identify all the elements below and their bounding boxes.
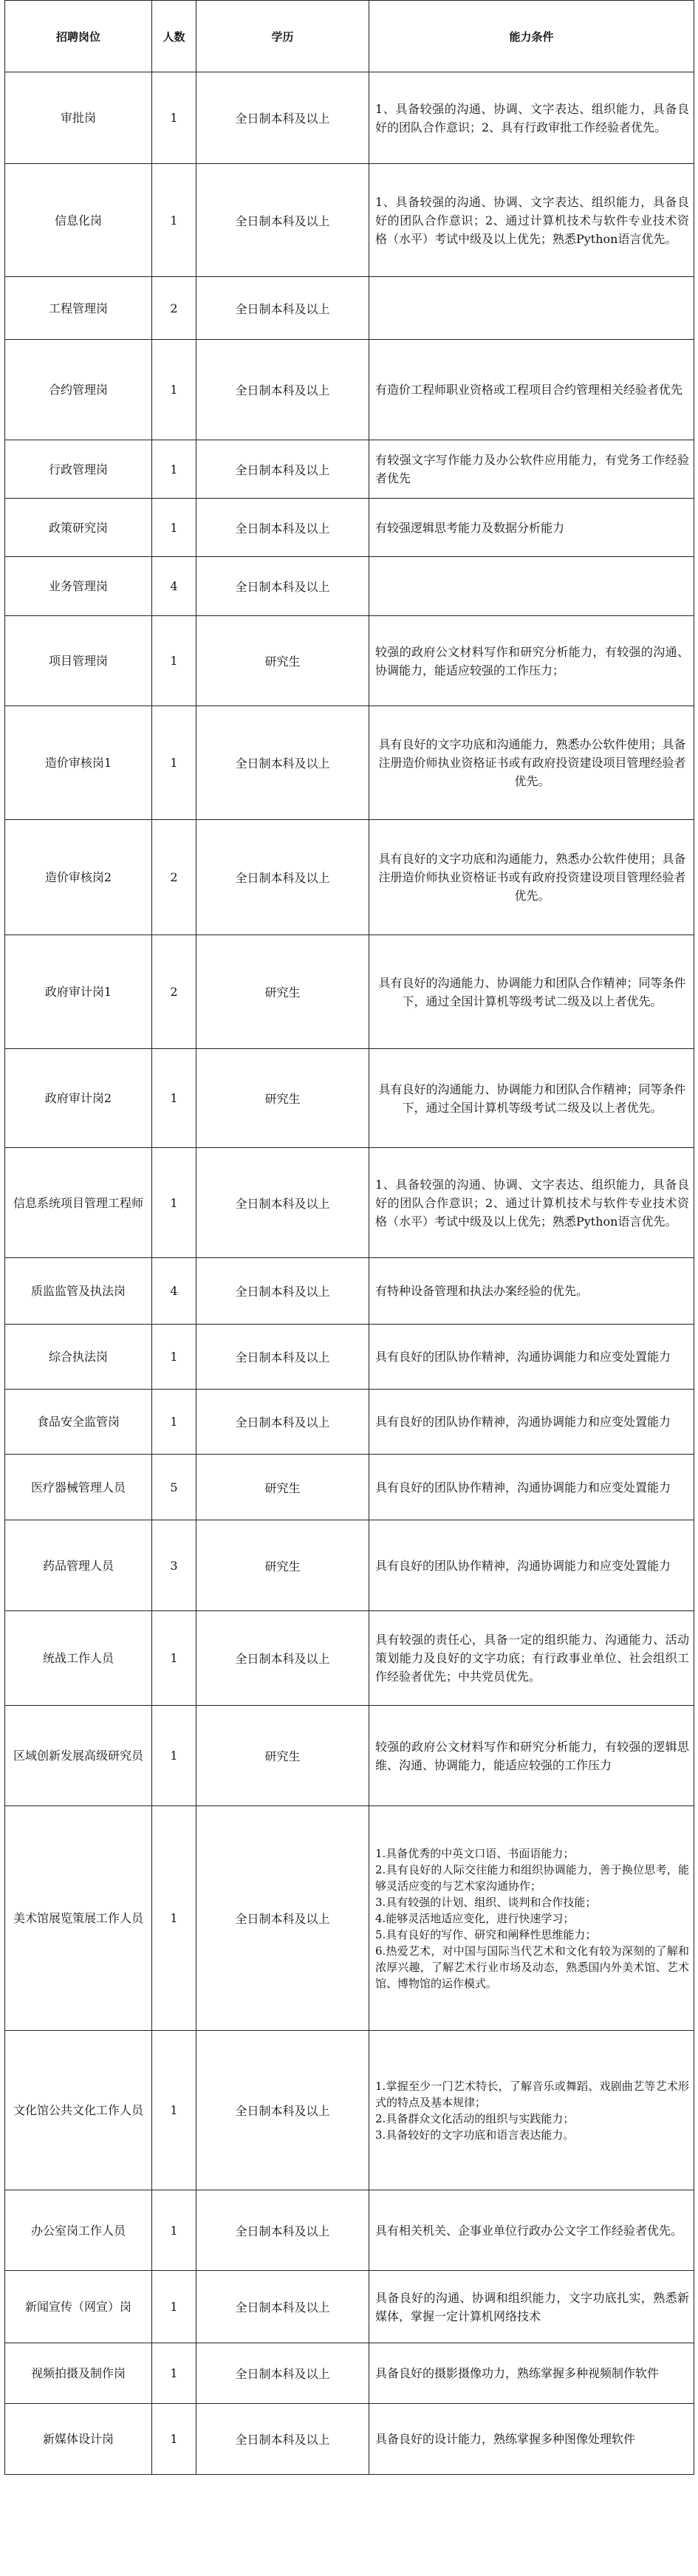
- table-row: [5, 1520, 694, 1611]
- table-row: [5, 1806, 694, 2031]
- cell-education: 全日制本科及以上: [196, 499, 369, 557]
- cell-requirements: 1.具备优秀的中英文口语、书面语能力； 2.具有良好的人际交往能力和组织协调能力，善于换位思考，能够灵活应变的与艺术家沟通协作； 3.具有较强的计划、组织、谈判和合作技能； 4.能够灵活地适应变化，进行快速学习； 5.具有良好的写作、研究和阐释性思维能力； 6.热爱艺术，对中国与国际当代艺术和文化有较为深刻的了解和浓厚兴趣，了解艺术行业市场及动态，熟悉国内外美术馆、艺术馆、博物馆的运作模式。: [369, 1806, 694, 2031]
- cell-count: 1: [152, 1049, 196, 1148]
- cell-count: 1: [152, 499, 196, 557]
- cell-count: 4: [152, 557, 196, 616]
- table-row: [5, 2031, 694, 2190]
- cell-requirements: 具有良好的团队协作精神，沟通协调能力和应变处置能力: [369, 1390, 694, 1455]
- cell-count: 1: [152, 1706, 196, 1806]
- cell-count: 4: [152, 1258, 196, 1325]
- cell-education: 全日制本科及以上: [196, 1611, 369, 1706]
- cell-requirements: 1.掌握至少一门艺术特长，了解音乐或舞蹈、戏剧曲艺等艺术形式的特点及基本规律； 2.具备群众文化活动的组织与实践能力； 3.具备较好的文字功底和语言表达能力。: [369, 2031, 694, 2190]
- cell-position: 视频拍摄及制作岗: [5, 2343, 152, 2404]
- table-row: [5, 1390, 694, 1455]
- cell-position: 信息系统项目管理工程师: [5, 1148, 152, 1258]
- cell-education: 全日制本科及以上: [196, 1258, 369, 1325]
- cell-requirements: 具有良好的团队协作精神，沟通协调能力和应变处置能力: [369, 1455, 694, 1520]
- table-row: [5, 1049, 694, 1148]
- cell-education: 全日制本科及以上: [196, 2404, 369, 2475]
- cell-position: 造价审核岗1: [5, 706, 152, 820]
- cell-education: 全日制本科及以上: [196, 1806, 369, 2031]
- cell-position: 项目管理岗: [5, 616, 152, 706]
- cell-count: 2: [152, 935, 196, 1049]
- cell-requirements: 具有良好的沟通能力、协调能力和团队合作精神；同等条件下，通过全国计算机等级考试二级及以上者优先。: [369, 1049, 694, 1148]
- cell-position: 政策研究岗: [5, 499, 152, 557]
- cell-requirements: 有较强文字写作能力及办公软件应用能力，有党务工作经验者优先: [369, 440, 694, 499]
- cell-count: 1: [152, 2031, 196, 2190]
- cell-count: 3: [152, 1520, 196, 1611]
- cell-requirements: 较强的政府公文材料写作和研究分析能力，有较强的逻辑思维、沟通、协调能力，能适应较强的工作压力: [369, 1706, 694, 1806]
- cell-requirements: 具有相关机关、企事业单位行政办公文字工作经验者优先。: [369, 2190, 694, 2271]
- cell-education: 全日制本科及以上: [196, 72, 369, 164]
- cell-count: 1: [152, 1806, 196, 2031]
- cell-requirements: 具有良好的文字功底和沟通能力，熟悉办公软件使用；具备注册造价师执业资格证书或有政府投资建设项目管理经验者优先。: [369, 706, 694, 820]
- cell-count: 1: [152, 1390, 196, 1455]
- table-row: [5, 499, 694, 557]
- cell-position: 行政管理岗: [5, 440, 152, 499]
- header-position: 招聘岗位: [5, 1, 152, 72]
- cell-education: 全日制本科及以上: [196, 2031, 369, 2190]
- cell-position: 质监监管及执法岗: [5, 1258, 152, 1325]
- table-row: [5, 277, 694, 340]
- cell-requirements: 具有良好的团队协作精神，沟通协调能力和应变处置能力: [369, 1520, 694, 1611]
- cell-count: 1: [152, 2190, 196, 2271]
- recruitment-table: [4, 0, 694, 2475]
- cell-requirements: 具有良好的团队协作精神，沟通协调能力和应变处置能力: [369, 1325, 694, 1390]
- table-row: [5, 440, 694, 499]
- table-row: [5, 164, 694, 277]
- cell-requirements: 有较强逻辑思考能力及数据分析能力: [369, 499, 694, 557]
- cell-position: 新闻宣传（网宣）岗: [5, 2271, 152, 2343]
- cell-requirements: 具有良好的文字功底和沟通能力，熟悉办公软件使用；具备注册造价师执业资格证书或有政府投资建设项目管理经验者优先。: [369, 820, 694, 935]
- table-row: [5, 72, 694, 164]
- cell-position: 统战工作人员: [5, 1611, 152, 1706]
- cell-position: 审批岗: [5, 72, 152, 164]
- cell-position: 业务管理岗: [5, 557, 152, 616]
- table-row: [5, 1455, 694, 1520]
- cell-requirements: 有特种设备管理和执法办案经验的优先。: [369, 1258, 694, 1325]
- cell-education: 研究生: [196, 935, 369, 1049]
- table-row: [5, 1325, 694, 1390]
- header-requirements: 能力条件: [369, 1, 694, 72]
- cell-education: 全日制本科及以上: [196, 164, 369, 277]
- cell-requirements: 具备良好的沟通、协调和组织能力，文字功底扎实，熟悉新媒体，掌握一定计算机网络技术: [369, 2271, 694, 2343]
- cell-requirements: [369, 557, 694, 616]
- cell-education: 全日制本科及以上: [196, 277, 369, 340]
- cell-requirements: 1、具备较强的沟通、协调、文字表达、组织能力，具备良好的团队合作意识；2、通过计算机技术与软件专业技术资格（水平）考试中级及以上优先；熟悉Python语言优先。: [369, 164, 694, 277]
- cell-requirements: 较强的政府公文材料写作和研究分析能力，有较强的沟通、协调能力，能适应较强的工作压力；: [369, 616, 694, 706]
- table-row: [5, 706, 694, 820]
- cell-position: 政府审计岗1: [5, 935, 152, 1049]
- cell-position: 综合执法岗: [5, 1325, 152, 1390]
- cell-education: 全日制本科及以上: [196, 820, 369, 935]
- cell-count: 1: [152, 616, 196, 706]
- cell-education: 全日制本科及以上: [196, 2271, 369, 2343]
- table-row: [5, 1706, 694, 1806]
- table-row: [5, 2404, 694, 2475]
- cell-education: 全日制本科及以上: [196, 2190, 369, 2271]
- table-row: [5, 616, 694, 706]
- cell-education: 研究生: [196, 1049, 369, 1148]
- cell-education: 全日制本科及以上: [196, 1390, 369, 1455]
- cell-education: 全日制本科及以上: [196, 1148, 369, 1258]
- table-row: [5, 340, 694, 440]
- cell-education: 全日制本科及以上: [196, 340, 369, 440]
- cell-education: 研究生: [196, 1520, 369, 1611]
- header-education: 学历: [196, 1, 369, 72]
- header-row: [5, 1, 694, 72]
- table-row: [5, 2343, 694, 2404]
- cell-count: 1: [152, 440, 196, 499]
- cell-requirements: 有造价工程师职业资格或工程项目合约管理相关经验者优先: [369, 340, 694, 440]
- cell-requirements: 具有较强的责任心，具备一定的组织能力、沟通能力、活动策划能力及良好的文字功底；有行政事业单位、社会组织工作经验者优先；中共党员优先。: [369, 1611, 694, 1706]
- cell-count: 1: [152, 72, 196, 164]
- table-row: [5, 2271, 694, 2343]
- cell-position: 新媒体设计岗: [5, 2404, 152, 2475]
- cell-count: 1: [152, 2404, 196, 2475]
- cell-requirements: [369, 277, 694, 340]
- cell-requirements: 1、具备较强的沟通、协调、文字表达、组织能力，具备良好的团队合作意识；2、通过计算机技术与软件专业技术资格（水平）考试中级及以上优先；熟悉Python语言优先。: [369, 1148, 694, 1258]
- cell-count: 1: [152, 1148, 196, 1258]
- cell-position: 办公室岗工作人员: [5, 2190, 152, 2271]
- cell-education: 全日制本科及以上: [196, 706, 369, 820]
- table-row: [5, 1258, 694, 1325]
- table-row: [5, 1148, 694, 1258]
- cell-count: 1: [152, 2271, 196, 2343]
- cell-count: 2: [152, 820, 196, 935]
- cell-position: 美术馆展览策展工作人员: [5, 1806, 152, 2031]
- cell-position: 医疗器械管理人员: [5, 1455, 152, 1520]
- cell-count: 1: [152, 1325, 196, 1390]
- cell-count: 1: [152, 1611, 196, 1706]
- cell-position: 药品管理人员: [5, 1520, 152, 1611]
- table-row: [5, 1611, 694, 1706]
- cell-education: 研究生: [196, 1455, 369, 1520]
- cell-education: 全日制本科及以上: [196, 1325, 369, 1390]
- cell-position: 信息化岗: [5, 164, 152, 277]
- cell-position: 文化馆公共文化工作人员: [5, 2031, 152, 2190]
- table-row: [5, 2190, 694, 2271]
- cell-position: 食品安全监管岗: [5, 1390, 152, 1455]
- cell-education: 全日制本科及以上: [196, 2343, 369, 2404]
- cell-education: 全日制本科及以上: [196, 440, 369, 499]
- table-row: [5, 935, 694, 1049]
- header-count: 人数: [152, 1, 196, 72]
- cell-position: 合约管理岗: [5, 340, 152, 440]
- cell-count: 2: [152, 277, 196, 340]
- table-row: [5, 820, 694, 935]
- cell-education: 研究生: [196, 1706, 369, 1806]
- cell-position: 工程管理岗: [5, 277, 152, 340]
- cell-count: 1: [152, 164, 196, 277]
- cell-position: 造价审核岗2: [5, 820, 152, 935]
- cell-education: 研究生: [196, 616, 369, 706]
- table-row: [5, 557, 694, 616]
- cell-count: 1: [152, 2343, 196, 2404]
- cell-requirements: 具有良好的沟通能力、协调能力和团队合作精神；同等条件下，通过全国计算机等级考试二级及以上者优先。: [369, 935, 694, 1049]
- cell-requirements: 具备良好的设计能力，熟练掌握多种图像处理软件: [369, 2404, 694, 2475]
- cell-requirements: 1、具备较强的沟通、协调、文字表达、组织能力，具备良好的团队合作意识；2、具有行政审批工作经验者优先。: [369, 72, 694, 164]
- cell-education: 全日制本科及以上: [196, 557, 369, 616]
- cell-count: 1: [152, 340, 196, 440]
- cell-count: 5: [152, 1455, 196, 1520]
- cell-position: 政府审计岗2: [5, 1049, 152, 1148]
- cell-position: 区域创新发展高级研究员: [5, 1706, 152, 1806]
- cell-requirements: 具备良好的摄影摄像功力，熟练掌握多种视频制作软件: [369, 2343, 694, 2404]
- cell-count: 1: [152, 706, 196, 820]
